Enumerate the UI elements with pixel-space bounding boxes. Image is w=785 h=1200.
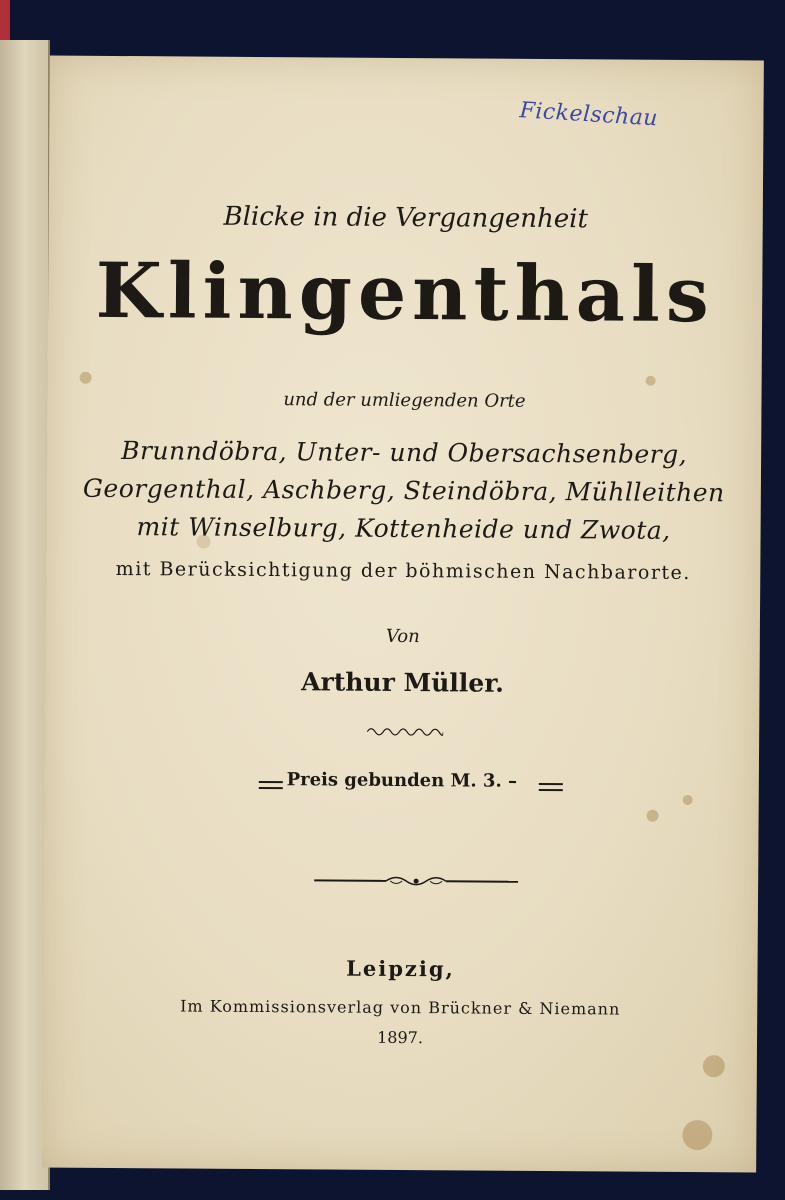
subtitle: Blicke in die Vergangenheit xyxy=(223,201,589,235)
stain xyxy=(647,810,659,822)
consideration-line: mit Berücksichtigung der böhmischen Nachbarorte. xyxy=(115,557,691,585)
by-label: Von xyxy=(385,625,420,648)
publisher-line: Im Kommissionsverlag von Brückner & Niemann xyxy=(180,996,621,1019)
stain xyxy=(683,795,693,805)
ornament-divider-icon xyxy=(314,873,518,888)
wavy-divider-icon xyxy=(367,726,443,739)
author-name: Arthur Müller. xyxy=(301,667,504,698)
price-rule-right xyxy=(539,789,563,791)
publication-year: 1897. xyxy=(377,1027,424,1048)
places-line-1: Brunndöbra, Unter- und Obersachsenberg, xyxy=(121,436,688,469)
price-line: Preis gebunden M. 3. – xyxy=(286,769,518,792)
stain xyxy=(703,1055,725,1077)
stain xyxy=(682,1120,712,1150)
places-line-3: mit Winselburg, Kottenheide und Zwota, xyxy=(136,512,671,545)
main-title: Klingenthals xyxy=(95,245,716,340)
price-rule-right xyxy=(539,783,563,785)
places-line-2: Georgenthal, Aschberg, Steindöbra, Mühlleithen xyxy=(82,473,725,508)
publication-city: Leipzig, xyxy=(346,955,455,982)
stain xyxy=(80,372,92,384)
handwritten-signature: Fickelschau xyxy=(518,98,659,132)
intro-line: und der umliegenden Orte xyxy=(283,389,526,412)
title-page xyxy=(42,56,764,1173)
stain xyxy=(646,376,656,386)
